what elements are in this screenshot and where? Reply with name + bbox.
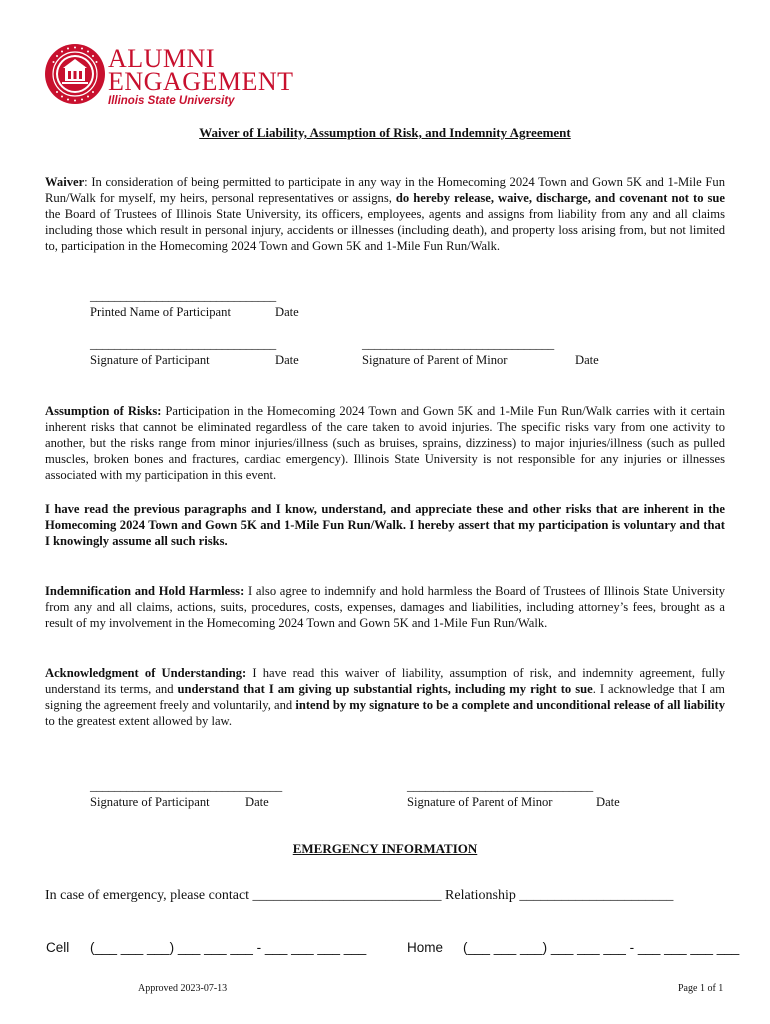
approved-date: Approved 2023-07-13 xyxy=(138,983,228,994)
participant-signature-label: Signature of Participant xyxy=(90,353,210,367)
indemnification-label: Indemnification and Hold Harmless: xyxy=(45,584,245,598)
parent-signature-line[interactable]: ________________________________ xyxy=(362,337,554,351)
alumni-engagement-logo xyxy=(44,43,294,107)
waiver-bold-text: do hereby release, waive, discharge, and covenant not to sue xyxy=(395,191,725,205)
acknowledgment-text-3: to the greatest extent allowed by law. xyxy=(45,714,232,728)
waiver-text-2: the Board of Trustees of Illinois State University, its officers, employees, agents and assigns from liability from any and all claims including those which result in personal injury, accidents or illnesses (including death), and property loss arising from, but not limited to, participation in the Homecoming 2024 Town and Gown 5K and 1-Mile Fun Run/Walk. xyxy=(45,207,725,253)
final-participant-signature-label: Signature of Participant xyxy=(90,795,210,809)
emergency-contact-field[interactable]: In case of emergency, please contact ___________________________ Relationship ______________________ xyxy=(45,888,674,903)
final-participant-signature-line[interactable]: ________________________________ xyxy=(90,779,282,793)
final-parent-signature-line[interactable]: _______________________________ xyxy=(407,779,593,793)
final-participant-date-label: Date xyxy=(245,795,269,809)
acknowledgment-text-1: I have read this waiver of liability, assumption of risk, and indemnity agreement, fully understand its terms, and xyxy=(45,666,725,696)
waiver-label: Waiver xyxy=(45,175,85,189)
printed-name-label: Printed Name of Participant xyxy=(90,305,231,319)
home-phone-field[interactable]: (___ ___ ___) ___ ___ ___ - ___ ___ ___ ___ xyxy=(463,940,740,955)
parent-signature-label: Signature of Parent of Minor xyxy=(362,353,508,367)
acknowledgment-text-2: . I acknowledge that I am signing the agreement freely and voluntarily, and xyxy=(45,682,725,712)
emergency-information-heading: EMERGENCY INFORMATION xyxy=(292,841,478,856)
risks-text: Participation in the Homecoming 2024 Town and Gown 5K and 1-Mile Fun Run/Walk carries with it certain inherent risks that cannot be eliminated regardless of the care taken to avoid injuries. The specific risks vary from one activity to another, but the risks range from minor injuries/illness (such as bruises, sprains, dizziness) to major injuries/illness (such as pulled muscles, broken bones and fractures, cardiac emergency). Illinois State University is not responsible for any injuries or illnesses associated with my participation in this event. xyxy=(45,404,725,482)
document-title: Waiver of Liability, Assumption of Risk, and Indemnity Agreement xyxy=(199,125,571,140)
brand-line-university: Illinois State University xyxy=(108,95,235,107)
waiver-text-1: : In consideration of being permitted to participate in any way in the Homecoming 2024 Town and Gown 5K and 1-Mile Fun Run/Walk for myself, my heirs, personal representatives or assigns, xyxy=(45,175,725,205)
page-number: Page 1 of 1 xyxy=(678,983,724,994)
acknowledgment-bold-2: intend by my signature to be a complete and unconditional release of all liability xyxy=(295,698,725,712)
acknowledgment-label: Acknowledgment of Understanding: xyxy=(45,666,247,680)
final-parent-date-label: Date xyxy=(596,795,620,809)
read-statement-paragraph: I have read the previous paragraphs and I know, understand, and appreciate these and other risks that are inherent in the Homecoming 2024 Town and Gown 5K and 1-Mile Fun Run/Walk. I hereby assert that my participation is voluntary and that I knowingly assume all such risks. xyxy=(45,502,725,548)
acknowledgment-paragraph xyxy=(45,665,725,729)
assumption-of-risks-paragraph xyxy=(45,403,725,483)
brand-wordmark xyxy=(108,44,294,108)
participant-signature-line[interactable]: _______________________________ xyxy=(90,337,276,351)
parent-date-label: Date xyxy=(575,353,599,367)
university-seal-icon xyxy=(44,43,106,105)
waiver-paragraph xyxy=(45,174,725,254)
printed-name-date-label: Date xyxy=(275,305,299,319)
indemnification-text: I also agree to indemnify and hold harmless the Board of Trustees of Illinois State University from any and all claims, actions, suits, procedures, costs, expenses, damages and liabilities, including attorney’s fees, brought as a result of my involvement in the Homecoming 2024 Town and Gown 5K and 1-Mile Fun Run/Walk. xyxy=(45,584,726,630)
risks-label: Assumption of Risks: xyxy=(45,404,162,418)
indemnification-paragraph xyxy=(45,583,725,631)
home-label: Home xyxy=(407,940,444,955)
brand-line-engagement: ENGAGEMENT xyxy=(108,67,294,96)
cell-phone-field[interactable]: (___ ___ ___) ___ ___ ___ - ___ ___ ___ ___ xyxy=(90,940,367,955)
brand-line-alumni: ALUMNI xyxy=(108,44,215,73)
final-parent-signature-label: Signature of Parent of Minor xyxy=(407,795,553,809)
acknowledgment-bold-1: understand that I am giving up substantial rights, including my right to sue xyxy=(177,682,593,696)
participant-date-label: Date xyxy=(275,353,299,367)
cell-label: Cell xyxy=(46,940,70,955)
printed-name-line[interactable]: _______________________________ xyxy=(90,289,276,303)
